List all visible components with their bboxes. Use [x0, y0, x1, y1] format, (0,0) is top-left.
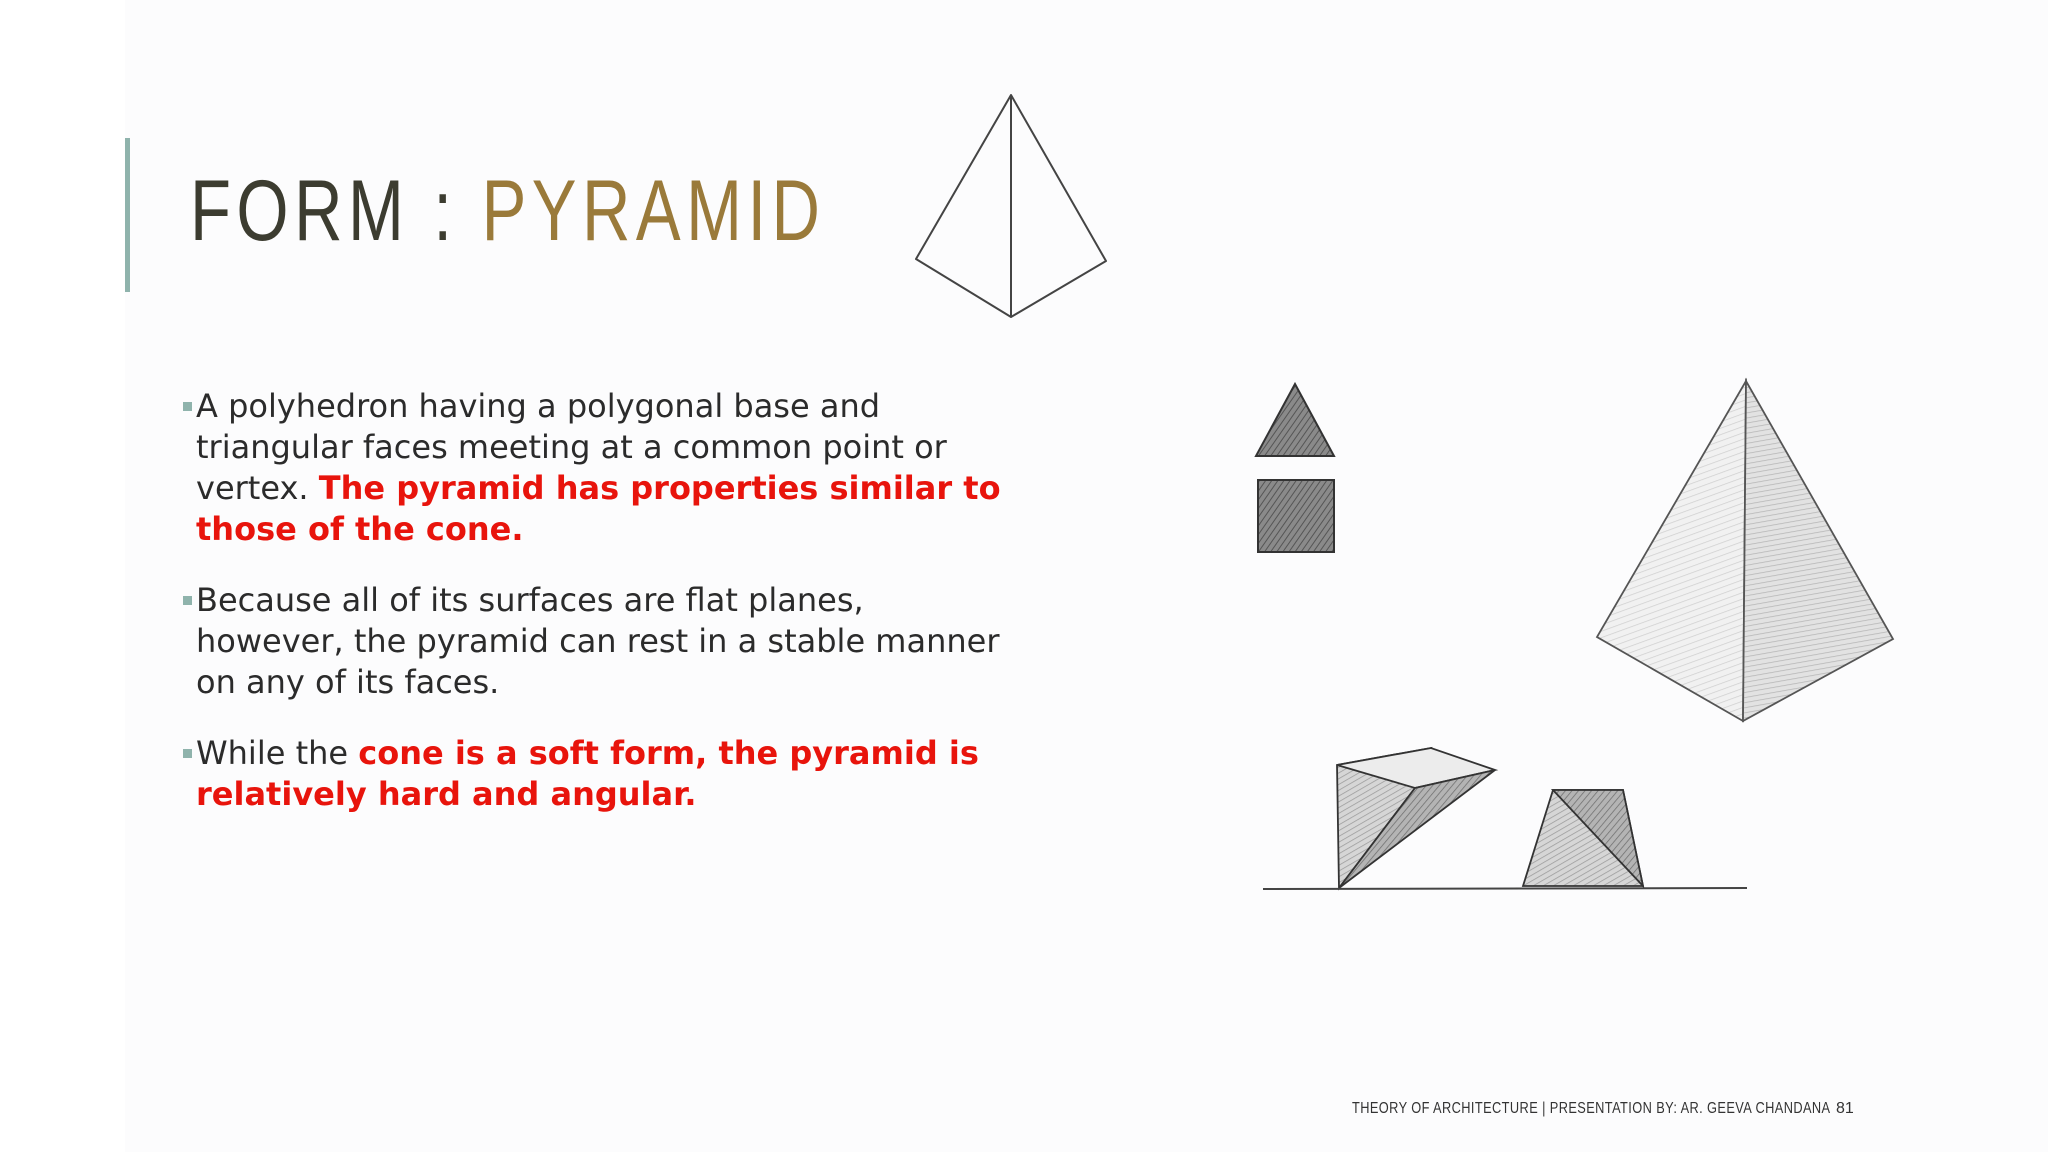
title-accent-bar — [125, 138, 130, 292]
title-prefix: FORM : — [190, 163, 482, 259]
bullet-marker-icon — [183, 596, 192, 605]
bullet-item-2 — [180, 580, 1010, 703]
bullet-item-3 — [180, 733, 1010, 815]
bullet-list — [180, 386, 1010, 845]
bullet-marker-icon — [183, 749, 192, 758]
bullet-marker-icon — [183, 402, 192, 411]
resting-pyramids-sketch — [1255, 740, 1755, 900]
slide-title — [190, 163, 826, 259]
pyramid-outline-sketch — [900, 85, 1120, 325]
title-main: PYRAMID — [481, 163, 826, 259]
bullet-emphasis-text: cone is a soft form, the pyramid is relatively hard and angular. — [196, 734, 979, 813]
pyramid-plan-views-sketch — [1250, 380, 1340, 560]
bullet-text: While the — [196, 734, 359, 772]
slide-footer: THEORY OF ARCHITECTURE | PRESENTATION BY: AR. GEEVA CHANDANA — [1352, 1100, 1831, 1117]
page-number: 81 — [1836, 1100, 1854, 1117]
bullet-emphasis-text: The pyramid has properties similar to those of the cone. — [196, 469, 1001, 548]
bullet-item-1 — [180, 386, 1010, 550]
bullet-text: Because all of its surfaces are flat planes, however, the pyramid can rest in a stable manner on any of its faces. — [196, 581, 1000, 701]
bullet-text: A polyhedron having a polygonal base and triangular faces meeting at a common point or vertex. — [196, 387, 947, 507]
shaded-pyramid-sketch — [1585, 375, 1905, 730]
